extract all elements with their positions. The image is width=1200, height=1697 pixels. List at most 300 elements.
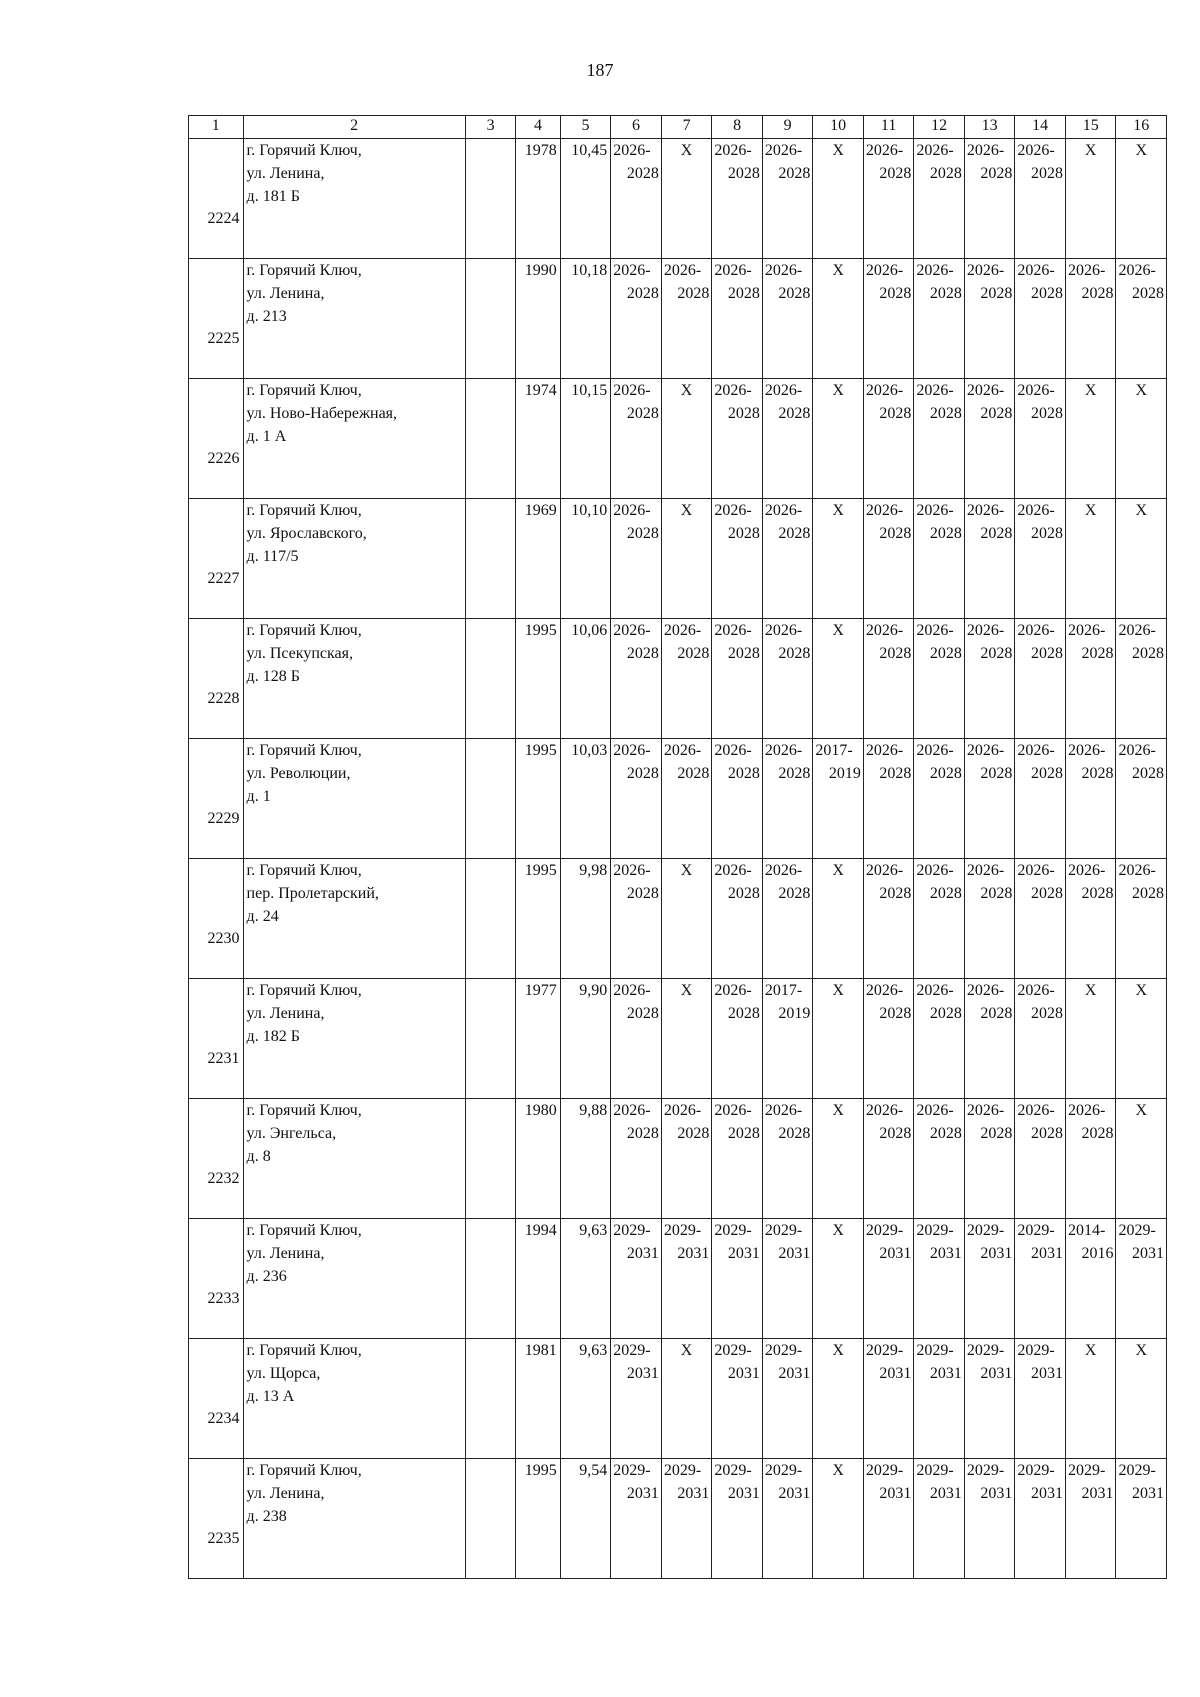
period-text xyxy=(1066,859,1116,905)
period-end: 2031 xyxy=(1030,1485,1063,1502)
period-cell-col-13 xyxy=(964,499,1015,619)
period-cell-col-10 xyxy=(813,379,864,499)
period-cell-col-13 xyxy=(964,859,1015,979)
period-cell-col-12 xyxy=(914,1219,965,1339)
period-text xyxy=(763,1219,813,1265)
address-line: г. Горячий Ключ, xyxy=(246,262,362,279)
row-number: 2230 xyxy=(189,859,244,979)
address-line: г. Горячий Ключ, xyxy=(246,382,362,399)
address-cell xyxy=(243,1099,465,1219)
period-end: 2031 xyxy=(778,1365,811,1382)
address-line: д. 117/5 xyxy=(246,548,299,565)
row-number: 2235 xyxy=(189,1459,244,1579)
period-text xyxy=(864,1219,914,1265)
period-end: 2028 xyxy=(1030,1005,1063,1022)
column-header-10: 10 xyxy=(813,116,864,139)
period-start: 2026- xyxy=(714,1102,752,1119)
period-start: 2026- xyxy=(865,622,904,639)
row-number: 2225 xyxy=(189,259,244,379)
period-text: Х xyxy=(680,1342,693,1359)
year-cell: 1978 xyxy=(516,139,560,259)
period-cell-col-16 xyxy=(1116,979,1167,1099)
period-start: 2026- xyxy=(916,262,954,279)
period-text xyxy=(965,139,1015,185)
period-text: Х xyxy=(832,262,844,279)
address-line: д. 13 А xyxy=(246,1388,295,1405)
period-text xyxy=(1066,259,1116,305)
period-end: 2028 xyxy=(929,885,962,902)
period-start: 2026- xyxy=(714,982,752,999)
period-text xyxy=(1116,259,1166,305)
period-end: 2028 xyxy=(626,1005,659,1022)
period-start: 2026- xyxy=(764,622,803,639)
value-cell: 9,63 xyxy=(560,1219,611,1339)
address-line: г. Горячий Ключ, xyxy=(246,1222,362,1239)
period-start: 2026- xyxy=(764,142,803,159)
column-3-cell xyxy=(465,1099,516,1219)
year-cell: 1990 xyxy=(516,259,560,379)
period-text: Х xyxy=(680,982,693,999)
period-cell-col-9 xyxy=(762,619,813,739)
period-end: 2028 xyxy=(727,405,760,422)
period-text: Х xyxy=(680,862,693,879)
address-line: г. Горячий Ключ, xyxy=(246,982,362,999)
value-cell: 9,98 xyxy=(560,859,611,979)
period-end: 2028 xyxy=(980,765,1013,782)
period-end: 2028 xyxy=(929,405,962,422)
period-start: 2029- xyxy=(966,1342,1005,1359)
period-text: Х xyxy=(1135,382,1147,399)
period-cell-col-7 xyxy=(661,979,712,1099)
period-text xyxy=(864,1099,914,1145)
period-cell-col-13 xyxy=(964,739,1015,859)
period-end: 2028 xyxy=(1081,765,1114,782)
period-cell-col-15 xyxy=(1065,859,1116,979)
table-body xyxy=(189,139,1167,1579)
period-cell-col-11 xyxy=(863,499,914,619)
address-cell xyxy=(243,739,465,859)
table-row xyxy=(189,1339,1167,1459)
period-text xyxy=(965,1339,1015,1385)
period-text xyxy=(1015,739,1065,785)
table-row xyxy=(189,1459,1167,1579)
period-text xyxy=(712,1459,762,1505)
period-start: 2029- xyxy=(916,1342,954,1359)
period-cell-col-16 xyxy=(1116,139,1167,259)
address-line: ул. Ленина, xyxy=(246,1005,325,1022)
period-cell-col-14 xyxy=(1015,1099,1066,1219)
period-text xyxy=(712,499,762,545)
year-cell: 1994 xyxy=(516,1219,560,1339)
period-end: 2028 xyxy=(626,525,659,542)
period-cell-col-6 xyxy=(611,1459,662,1579)
period-end: 2028 xyxy=(677,645,710,662)
period-cell-col-12 xyxy=(914,979,965,1099)
period-end: 2028 xyxy=(727,285,760,302)
period-end: 2028 xyxy=(929,765,962,782)
period-start: 2026- xyxy=(966,742,1005,759)
period-cell-col-10 xyxy=(813,1459,864,1579)
period-cell-col-8 xyxy=(712,739,763,859)
period-end: 2031 xyxy=(1132,1245,1164,1262)
period-cell-col-6 xyxy=(611,1099,662,1219)
period-cell-col-11 xyxy=(863,1219,914,1339)
period-cell-col-7 xyxy=(661,1099,712,1219)
period-cell-col-16 xyxy=(1116,619,1167,739)
period-end: 2031 xyxy=(1030,1365,1063,1382)
period-text xyxy=(712,139,762,185)
period-text xyxy=(914,979,964,1025)
column-header-14: 14 xyxy=(1015,116,1066,139)
period-cell-col-10 xyxy=(813,859,864,979)
period-cell-col-6 xyxy=(611,619,662,739)
period-end: 2028 xyxy=(727,645,760,662)
period-end: 2028 xyxy=(778,645,811,662)
period-cell-col-10 xyxy=(813,259,864,379)
period-cell-col-16 xyxy=(1116,499,1167,619)
period-end: 2028 xyxy=(879,285,912,302)
period-text xyxy=(1116,1219,1166,1265)
period-start: 2026- xyxy=(1118,862,1156,879)
table-row xyxy=(189,1099,1167,1219)
period-start: 2026- xyxy=(714,862,752,879)
value-cell: 10,03 xyxy=(560,739,611,859)
period-cell-col-7 xyxy=(661,739,712,859)
column-3-cell xyxy=(465,499,516,619)
row-number: 2234 xyxy=(189,1339,244,1459)
period-text xyxy=(662,259,712,305)
period-text xyxy=(763,739,813,785)
period-cell-col-12 xyxy=(914,499,965,619)
address-line: г. Горячий Ключ, xyxy=(246,622,362,639)
year-cell: 1977 xyxy=(516,979,560,1099)
period-end: 2028 xyxy=(727,525,760,542)
period-start: 2026- xyxy=(613,862,651,879)
period-text xyxy=(914,739,964,785)
period-start: 2029- xyxy=(613,1462,651,1479)
period-cell-col-8 xyxy=(712,259,763,379)
period-cell-col-14 xyxy=(1015,499,1066,619)
period-text xyxy=(864,259,914,305)
period-cell-col-15 xyxy=(1065,259,1116,379)
period-start: 2026- xyxy=(865,742,904,759)
period-end: 2028 xyxy=(1132,765,1164,782)
period-text xyxy=(864,979,914,1025)
period-cell-col-14 xyxy=(1015,739,1066,859)
period-text: Х xyxy=(832,1342,844,1359)
period-text: Х xyxy=(832,382,844,399)
period-start: 2026- xyxy=(714,262,752,279)
column-header-7: 7 xyxy=(661,116,712,139)
period-end: 2028 xyxy=(1081,1125,1114,1142)
period-end: 2028 xyxy=(1132,885,1164,902)
period-end: 2028 xyxy=(677,285,710,302)
address-line: ул. Ярославского, xyxy=(246,525,367,542)
column-header-4: 4 xyxy=(516,116,560,139)
period-end: 2028 xyxy=(1030,1125,1063,1142)
period-start: 2026- xyxy=(613,742,651,759)
period-end: 2028 xyxy=(778,165,811,182)
period-cell-col-10 xyxy=(813,619,864,739)
period-start: 2026- xyxy=(1118,742,1156,759)
address-line: д. 182 Б xyxy=(246,1028,300,1045)
period-end: 2028 xyxy=(929,525,962,542)
period-cell-col-15 xyxy=(1065,619,1116,739)
period-cell-col-13 xyxy=(964,1339,1015,1459)
period-start: 2029- xyxy=(1118,1222,1156,1239)
period-text xyxy=(914,1339,964,1385)
period-start: 2026- xyxy=(714,742,752,759)
period-start: 2026- xyxy=(613,142,651,159)
value-cell: 9,88 xyxy=(560,1099,611,1219)
period-cell-col-14 xyxy=(1015,619,1066,739)
period-text xyxy=(662,619,712,665)
period-text xyxy=(1015,1459,1065,1505)
table-row xyxy=(189,739,1167,859)
period-cell-col-7 xyxy=(661,1459,712,1579)
period-text: Х xyxy=(1135,1342,1147,1359)
column-header-9: 9 xyxy=(762,116,813,139)
period-start: 2026- xyxy=(1067,262,1106,279)
row-number: 2228 xyxy=(189,619,244,739)
period-cell-col-10 xyxy=(813,1219,864,1339)
period-text xyxy=(1015,619,1065,665)
address-line: г. Горячий Ключ, xyxy=(246,1342,362,1359)
period-cell-col-11 xyxy=(863,1339,914,1459)
value-cell: 9,63 xyxy=(560,1339,611,1459)
period-start: 2029- xyxy=(966,1462,1005,1479)
address-line: г. Горячий Ключ, xyxy=(246,862,362,879)
period-text xyxy=(611,499,661,545)
column-header-3: 3 xyxy=(465,116,516,139)
period-start: 2026- xyxy=(966,622,1005,639)
table-row xyxy=(189,1219,1167,1339)
period-start: 2026- xyxy=(916,502,954,519)
period-text xyxy=(662,1219,712,1265)
period-text xyxy=(1015,499,1065,545)
period-cell-col-14 xyxy=(1015,859,1066,979)
period-cell-col-10 xyxy=(813,739,864,859)
table-row xyxy=(189,979,1167,1099)
period-end: 2031 xyxy=(980,1365,1013,1382)
period-start: 2029- xyxy=(613,1342,651,1359)
column-3-cell xyxy=(465,1219,516,1339)
period-end: 2031 xyxy=(778,1245,811,1262)
row-number: 2232 xyxy=(189,1099,244,1219)
period-text xyxy=(712,1219,762,1265)
period-end: 2028 xyxy=(879,165,912,182)
period-start: 2026- xyxy=(865,262,904,279)
period-text xyxy=(965,1219,1015,1265)
period-start: 2029- xyxy=(764,1462,803,1479)
period-cell-col-9 xyxy=(762,859,813,979)
period-start: 2026- xyxy=(916,382,954,399)
period-text xyxy=(965,1459,1015,1505)
period-text: Х xyxy=(832,502,844,519)
period-end: 2028 xyxy=(1132,285,1164,302)
period-end: 2028 xyxy=(879,645,912,662)
period-text: Х xyxy=(1135,142,1147,159)
address-line: д. 1 А xyxy=(246,428,287,445)
period-text xyxy=(1116,859,1166,905)
period-cell-col-6 xyxy=(611,139,662,259)
address-line: ул. Ленина, xyxy=(246,1245,325,1262)
period-start: 2026- xyxy=(865,1102,904,1119)
period-start: 2029- xyxy=(663,1462,702,1479)
address-line: ул. Ленина, xyxy=(246,285,325,302)
address-cell xyxy=(243,1459,465,1579)
value-cell: 10,15 xyxy=(560,379,611,499)
address-line: пер. Пролетарский, xyxy=(246,885,379,902)
period-text xyxy=(763,499,813,545)
period-start: 2026- xyxy=(1017,982,1055,999)
period-start: 2026- xyxy=(1017,142,1055,159)
period-text xyxy=(611,379,661,425)
period-text xyxy=(914,499,964,545)
period-cell-col-16 xyxy=(1116,1459,1167,1579)
period-text xyxy=(864,1459,914,1505)
period-start: 2026- xyxy=(663,262,702,279)
period-cell-col-15 xyxy=(1065,379,1116,499)
period-cell-col-15 xyxy=(1065,1459,1116,1579)
period-end: 2028 xyxy=(677,1125,710,1142)
period-cell-col-13 xyxy=(964,1219,1015,1339)
address-line: ул. Ново-Набережная, xyxy=(246,405,398,422)
table-row xyxy=(189,259,1167,379)
period-cell-col-9 xyxy=(762,259,813,379)
period-text xyxy=(1015,379,1065,425)
period-end: 2028 xyxy=(727,765,760,782)
address-cell xyxy=(243,1339,465,1459)
period-text: Х xyxy=(680,502,693,519)
address-line: д. 181 Б xyxy=(246,188,300,205)
period-cell-col-12 xyxy=(914,259,965,379)
period-cell-col-7 xyxy=(661,1339,712,1459)
period-start: 2029- xyxy=(1017,1222,1055,1239)
period-text: Х xyxy=(832,862,844,879)
period-cell-col-6 xyxy=(611,379,662,499)
period-text xyxy=(763,1099,813,1145)
period-cell-col-14 xyxy=(1015,979,1066,1099)
period-end: 2028 xyxy=(879,765,912,782)
period-text xyxy=(611,1219,661,1265)
period-start: 2026- xyxy=(764,862,803,879)
period-end: 2028 xyxy=(980,1125,1013,1142)
period-cell-col-8 xyxy=(712,379,763,499)
period-end: 2028 xyxy=(778,765,811,782)
period-cell-col-15 xyxy=(1065,1219,1116,1339)
period-text xyxy=(1066,619,1116,665)
period-text xyxy=(864,499,914,545)
period-text xyxy=(914,859,964,905)
address-line: г. Горячий Ключ, xyxy=(246,1102,362,1119)
period-cell-col-11 xyxy=(863,1459,914,1579)
period-start: 2026- xyxy=(613,982,651,999)
period-cell-col-9 xyxy=(762,379,813,499)
period-cell-col-8 xyxy=(712,1099,763,1219)
year-cell: 1995 xyxy=(516,739,560,859)
period-end: 2028 xyxy=(778,285,811,302)
period-start: 2029- xyxy=(916,1222,954,1239)
period-start: 2029- xyxy=(966,1222,1005,1239)
period-end: 2028 xyxy=(626,405,659,422)
period-text xyxy=(1015,859,1065,905)
address-line: ул. Ленина, xyxy=(246,165,325,182)
period-start: 2029- xyxy=(714,1222,752,1239)
period-cell-col-9 xyxy=(762,739,813,859)
period-cell-col-12 xyxy=(914,739,965,859)
period-text xyxy=(864,859,914,905)
column-3-cell xyxy=(465,139,516,259)
period-end: 2028 xyxy=(980,1005,1013,1022)
column-3-cell xyxy=(465,859,516,979)
address-line: г. Горячий Ключ, xyxy=(246,1462,362,1479)
period-cell-col-7 xyxy=(661,1219,712,1339)
year-cell: 1974 xyxy=(516,379,560,499)
address-cell xyxy=(243,259,465,379)
period-start: 2029- xyxy=(714,1462,752,1479)
period-cell-col-9 xyxy=(762,1459,813,1579)
period-end: 2028 xyxy=(626,165,659,182)
period-start: 2026- xyxy=(1017,1102,1055,1119)
period-start: 2026- xyxy=(966,982,1005,999)
address-cell xyxy=(243,139,465,259)
period-cell-col-14 xyxy=(1015,259,1066,379)
period-end: 2028 xyxy=(929,645,962,662)
period-cell-col-9 xyxy=(762,979,813,1099)
period-end: 2028 xyxy=(677,765,710,782)
address-line: д. 8 xyxy=(246,1148,271,1165)
period-start: 2026- xyxy=(764,382,803,399)
period-text xyxy=(914,259,964,305)
period-cell-col-12 xyxy=(914,1339,965,1459)
period-end: 2028 xyxy=(879,885,912,902)
period-start: 2029- xyxy=(865,1462,904,1479)
period-start: 2026- xyxy=(916,862,954,879)
period-start: 2026- xyxy=(663,742,702,759)
period-cell-col-8 xyxy=(712,1339,763,1459)
period-start: 2026- xyxy=(966,862,1005,879)
period-text xyxy=(712,979,762,1025)
column-number-row xyxy=(189,116,1167,139)
period-end: 2031 xyxy=(929,1245,962,1262)
period-text xyxy=(914,139,964,185)
period-cell-col-13 xyxy=(964,979,1015,1099)
period-end: 2031 xyxy=(879,1245,912,1262)
period-start: 2026- xyxy=(916,982,954,999)
period-text: Х xyxy=(1135,502,1147,519)
period-end: 2028 xyxy=(778,525,811,542)
period-start: 2029- xyxy=(764,1342,803,1359)
period-cell-col-15 xyxy=(1065,1339,1116,1459)
period-text xyxy=(1015,1099,1065,1145)
period-text xyxy=(864,619,914,665)
period-text xyxy=(1015,259,1065,305)
period-text: Х xyxy=(832,982,844,999)
period-end: 2031 xyxy=(1081,1485,1114,1502)
period-start: 2026- xyxy=(613,502,651,519)
period-cell-col-15 xyxy=(1065,499,1116,619)
period-cell-col-6 xyxy=(611,979,662,1099)
period-cell-col-9 xyxy=(762,139,813,259)
period-end: 2031 xyxy=(980,1245,1013,1262)
table-row xyxy=(189,499,1167,619)
period-cell-col-8 xyxy=(712,1219,763,1339)
period-text: Х xyxy=(832,1222,844,1239)
period-start: 2026- xyxy=(613,622,651,639)
period-cell-col-6 xyxy=(611,1219,662,1339)
period-cell-col-9 xyxy=(762,1219,813,1339)
